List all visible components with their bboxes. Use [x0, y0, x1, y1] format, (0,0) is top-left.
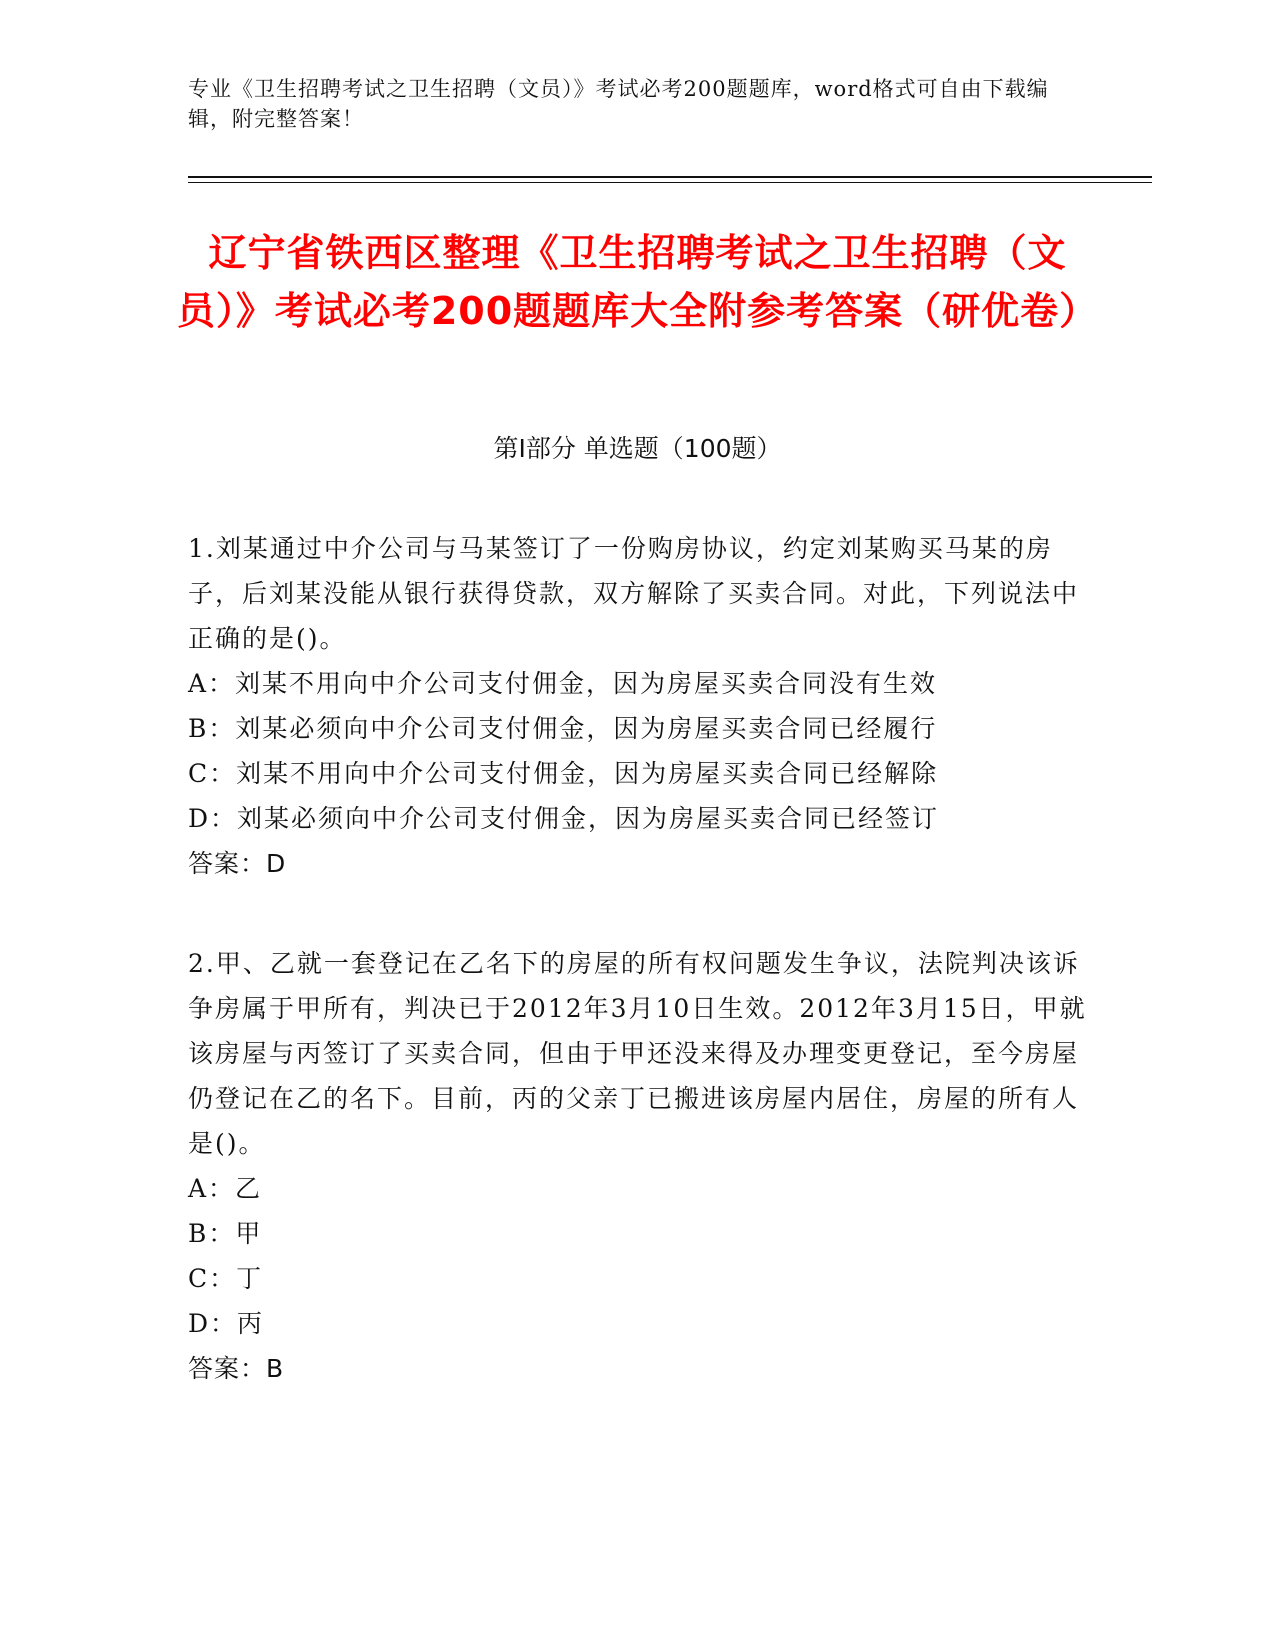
document-title: 辽宁省铁西区整理《卫生招聘考试之卫生招聘（文员）》考试必考200题题库大全附参考答案（研优卷）: [176, 231, 1099, 333]
header-divider-thin: [188, 182, 1152, 183]
question-stem: 2.甲、乙就一套登记在乙名下的房屋的所有权问题发生争议，法院判决该诉争房属于甲所有，判决已于2012年3月10日生效。2012年3月15日，甲就该房屋与丙签订了买卖合同，但由于甲还没来得及办理变更登记，至今房屋仍登记在乙的名下。目前，丙的父亲丁已搬进该房屋内居住，房屋的所有人是()。: [188, 949, 1087, 1158]
option-a: A：乙: [188, 1174, 263, 1203]
option-d: D：刘某必须向中介公司支付佣金，因为房屋买卖合同已经签订: [188, 804, 940, 833]
option-b: B：甲: [188, 1219, 263, 1248]
option-c: C：丁: [188, 1264, 264, 1293]
question-1: [188, 526, 1088, 886]
question-stem: 1.刘某通过中介公司与马某签订了一份购房协议，约定刘某购买马某的房子，后刘某没能从银行获得贷款，双方解除了买卖合同。对此，下列说法中正确的是()。: [188, 534, 1080, 653]
intro-text: 专业《卫生招聘考试之卫生招聘（文员）》考试必考200题题库，word格式可自由下载编辑，附完整答案！: [188, 77, 1049, 131]
header-divider-thick: [188, 176, 1152, 178]
answer: 答案：D: [188, 849, 287, 878]
option-a: A：刘某不用向中介公司支付佣金，因为房屋买卖合同没有生效: [188, 669, 938, 698]
question-2: [188, 941, 1088, 1391]
option-c: C：刘某不用向中介公司支付佣金，因为房屋买卖合同已经解除: [188, 759, 939, 788]
answer: 答案：B: [188, 1354, 285, 1383]
option-d: D：丙: [188, 1309, 265, 1338]
section-heading: 第I部分 单选题（100题）: [493, 434, 782, 463]
option-b: B：刘某必须向中介公司支付佣金，因为房屋买卖合同已经履行: [188, 714, 938, 743]
